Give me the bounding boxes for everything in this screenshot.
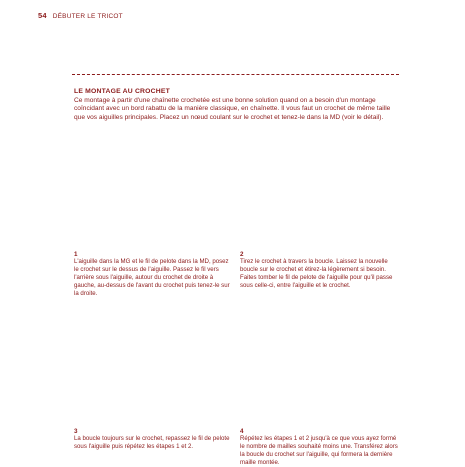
step-text: La boucle toujours sur le crochet, repassez le fil de pelote sous l'aiguille puis répétez les étapes 1 et 2. — [74, 435, 230, 451]
step-text: Répétez les étapes 1 et 2 jusqu'à ce que vous ayez formé le nombre de mailles souhaité moins une. Transférez alors la boucle du crochet sur l'aiguille, qui formera la dernière maille montée. — [240, 435, 398, 467]
step-1 — [74, 251, 234, 298]
step-number: 3 — [74, 428, 78, 435]
running-header — [38, 11, 123, 20]
step-4 — [240, 428, 400, 467]
section-title: LE MONTAGE AU CROCHET — [74, 88, 170, 95]
step-text: L'aiguille dans la MG et le fil de pelote dans la MD, posez le crochet sur le dessus de l'aiguille. Passez le fil vers l'arrière sous l'aiguille, autour du crochet de droite à gauche, au-dessus de l'avant du crochet puis tenez-le sur la droite. — [74, 258, 230, 298]
step-3 — [74, 428, 234, 451]
running-title: DÉBUTER LE TRICOT — [52, 13, 123, 20]
page-number: 54 — [38, 11, 47, 20]
step-number: 4 — [240, 428, 244, 435]
step-number: 2 — [240, 251, 244, 258]
intro-paragraph: Ce montage à partir d'une chaînette crochetée est une bonne solution quand on a besoin d'un montage coïncidant avec un bord rabattu de la manière classique, en chaînette. Il vous faut un crochet de même taille que vos aiguilles principales. Placez un nœud coulant sur le crochet et tenez-le dans la MD (voir le détail). — [74, 97, 391, 121]
step-text: Tirez le crochet à travers la boucle. Laissez la nouvelle boucle sur le crochet et étirez-la légèrement si besoin. Faites tomber le fil de pelote de l'aiguille pour qu'il passe sous celle-ci, entre l'aiguille et le crochet. — [240, 258, 393, 290]
section-divider — [72, 74, 399, 75]
step-2 — [240, 251, 398, 290]
step-number: 1 — [74, 251, 78, 258]
